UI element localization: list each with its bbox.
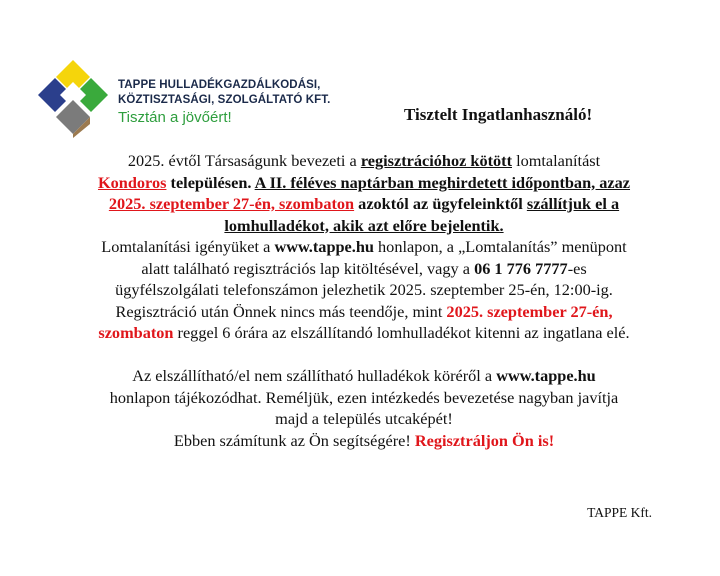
paragraph-intro <box>28 150 700 236</box>
phone-number[interactable]: 06 1 776 7777 <box>474 258 568 278</box>
text: -es <box>567 258 587 278</box>
text: Lomtalanítási igényüket a <box>101 237 275 256</box>
text: honlapon tájékozódhat. Reméljük, ezen intézkedés bevezetése nagyban javítja <box>109 387 619 407</box>
text-registration-bound: regisztrációhoz kötött <box>360 151 512 170</box>
text-bulky-waste: lomhulladékot, akik azt előre bejelentik. <box>224 215 504 235</box>
text-collect: szállítjuk el a <box>526 194 620 213</box>
text: honlapon, a „Lomtalanítás” menüpont <box>373 237 627 256</box>
text: 2025. évtől Társaságunk bevezeti a <box>127 151 361 170</box>
text: Az elszállítható/el nem szállítható hulladékok köréről a <box>132 366 497 385</box>
greeting: Tisztelt Ingatlanhasználó! <box>404 105 593 124</box>
website-link-2[interactable]: www.tappe.hu <box>496 366 596 385</box>
company-block <box>118 78 330 127</box>
company-name-line2: KÖZTISZTASÁGI, SZOLGÁLTATÓ KFT. <box>118 94 331 106</box>
text-town-name: Kondoros <box>97 172 167 192</box>
text: majd a település utcaképét! <box>275 409 453 428</box>
spacer <box>28 344 700 366</box>
text-register-call: Regisztráljon Ön is! <box>414 430 555 450</box>
text: reggel 6 órára az elszállítandó lomhulladékot kitenni az ingatlana elé. <box>173 323 630 342</box>
signature: TAPPE Kft. <box>587 505 652 520</box>
text: lomtalanítást <box>512 151 601 170</box>
letter-body <box>28 150 700 451</box>
text-saturday: szombaton <box>98 323 174 342</box>
paragraph-after-registration <box>28 301 700 344</box>
text-collection-date: 2025. szeptember 27-én, szombaton <box>108 194 355 213</box>
tappe-logo <box>38 60 108 138</box>
text: településen. <box>166 172 255 192</box>
text-collection-date-2: 2025. szeptember 27-én, <box>446 301 613 321</box>
paragraph-registration <box>28 236 700 301</box>
text-semester-calendar: A II. féléves naptárban meghirdetett időpontban, azaz <box>254 172 631 192</box>
company-name-line1: TAPPE HULLADÉKGAZDÁLKODÁSI, <box>118 79 321 91</box>
website-link[interactable]: www.tappe.hu <box>274 237 374 256</box>
text: Regisztráció után Önnek nincs más teendője, mint <box>115 301 447 321</box>
company-slogan: Tisztán a jövőért! <box>118 109 232 126</box>
text: ügyfélszolgálati telefonszámon jelezhetik 2025. szeptember 25-én, 12:00-ig. <box>115 280 613 299</box>
text: azoktól az ügyfeleinktől <box>354 194 527 213</box>
paragraph-info <box>28 365 700 451</box>
text: alatt található regisztrációs lap kitöltésével, vagy a <box>141 258 475 278</box>
text: Ebben számítunk az Ön segítségére! <box>173 430 415 450</box>
